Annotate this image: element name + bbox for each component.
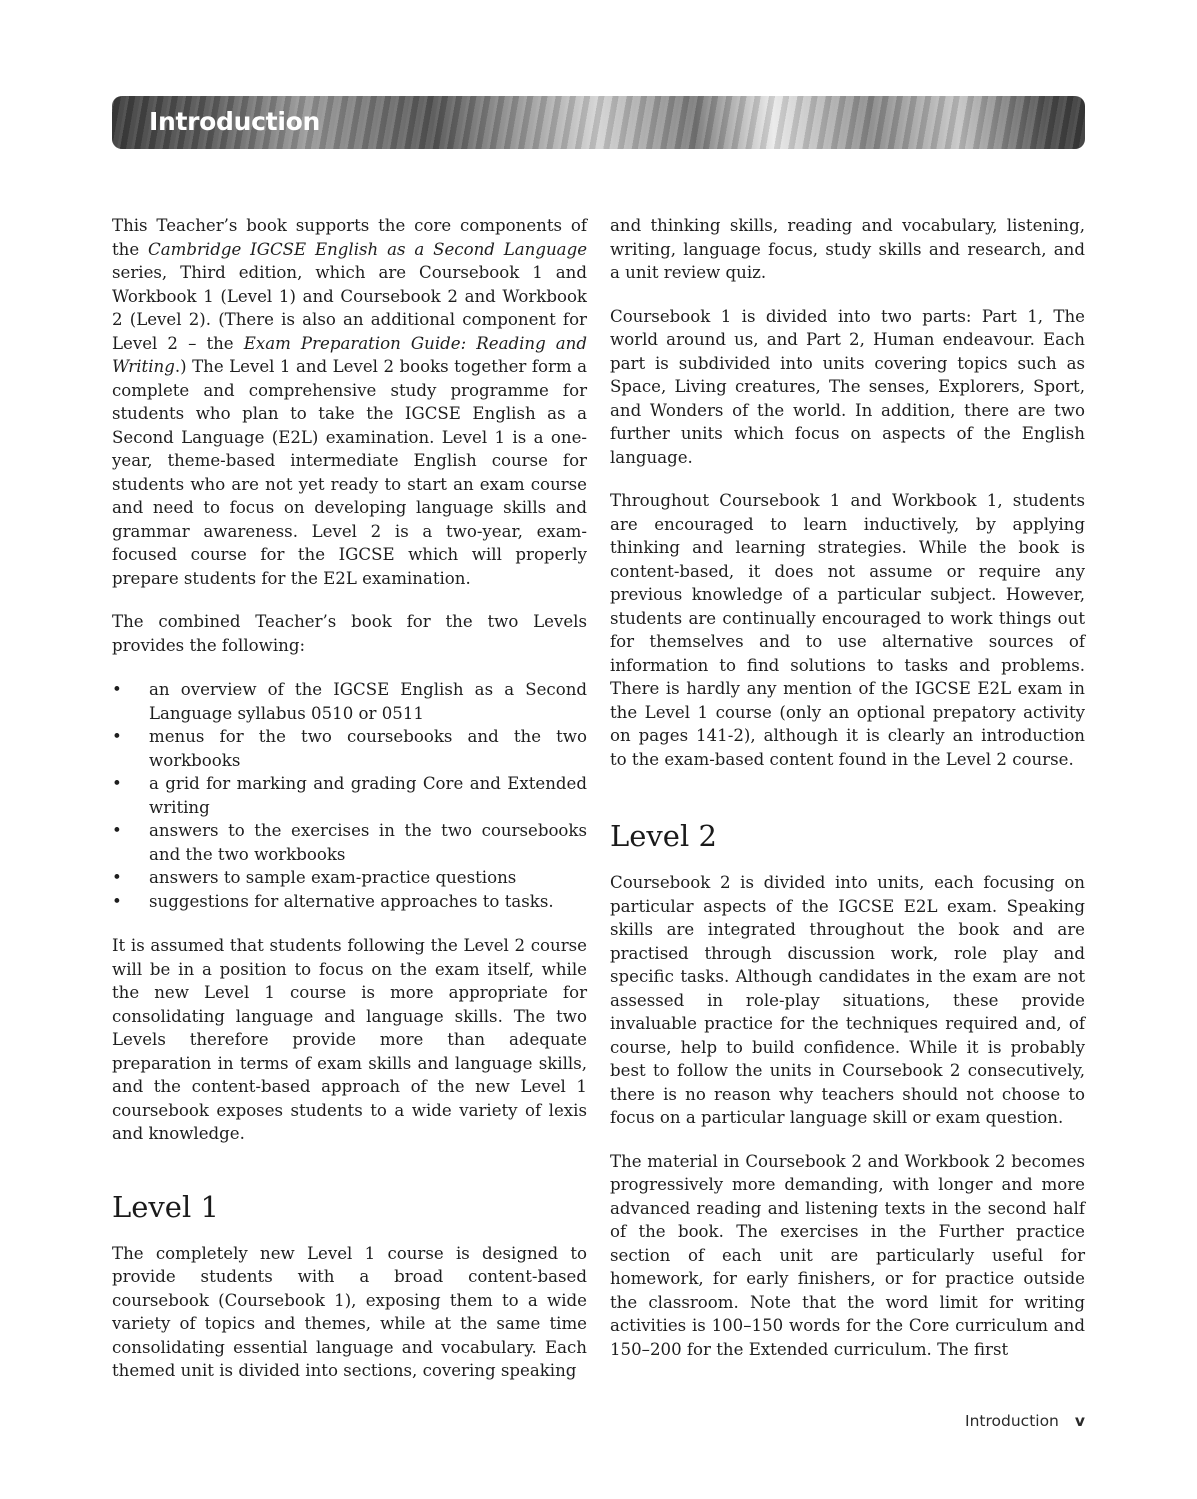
provides-list bbox=[112, 678, 587, 913]
series-title: Cambridge IGCSE English as a Second Language bbox=[148, 239, 588, 259]
section-title: Introduction bbox=[149, 107, 320, 136]
inductive-paragraph: Throughout Coursebook 1 and Workbook 1, students are encouraged to learn inductively, by applying thinking and learning strategies. While the book is content-based, it does not assume or require any previous knowledge of a particular subject. However, students are continually encouraged to work things out for themselves and to use alternative sources of information to find solutions to tasks and problems. There is hardly any mention of the IGCSE E2L exam in the Level 1 course (only an optional prepatory activity on pages 141-2), although it is clearly an introduction to the exam-based content found in the Level 2 course. bbox=[610, 491, 1085, 769]
list-item: • suggestions for alternative approaches to tasks. bbox=[112, 890, 587, 914]
provides-paragraph: The combined Teacher’s book for the two Levels provides the following: bbox=[112, 612, 587, 655]
level1-heading: Level 1 bbox=[112, 1189, 219, 1224]
assumption-paragraph: It is assumed that students following the Level 2 course will be in a position to focus on the exam itself, while the new Level 1 course is more appropriate for consolidating language and language skills. The two Levels therefore provide more than adequate preparation in terms of exam skills and language skills, and the content-based approach of the new Level 1 coursebook exposes students to a wide variety of lexis and knowledge. bbox=[112, 936, 587, 1143]
guide-title: Exam Preparation Guide: Reading and Writing bbox=[112, 333, 587, 376]
page-footer bbox=[965, 1409, 1085, 1433]
list-item: • answers to the exercises in the two coursebooks and the two workbooks bbox=[112, 819, 587, 866]
level2-heading: Level 2 bbox=[610, 819, 717, 853]
coursebook2-paragraph: Coursebook 2 is divided into units, each focusing on particular aspects of the IGCSE E2L exam. Speaking skills are integrated throughout the book and are practised through discussion work, role play and specific tasks. Although candidates in the exam are not assessed in role-play situations, these provide invaluable practice for the techniques required and, of course, help to build confidence. While it is probably best to follow the units in Coursebook 2 consecutively, there is no reason why teachers should not choose to focus on a particular language skill or exam question. bbox=[610, 873, 1085, 1127]
skills-paragraph: and thinking skills, reading and vocabulary, listening, writing, language focus, study skills and research, and a unit review quiz. bbox=[610, 216, 1085, 282]
list-item: • a grid for marking and grading Core and Extended writing bbox=[112, 772, 587, 819]
page-number: v bbox=[1074, 1412, 1085, 1430]
left-column bbox=[112, 214, 587, 1403]
list-item: • menus for the two coursebooks and the two workbooks bbox=[112, 725, 587, 772]
list-item: • an overview of the IGCSE English as a Second Language syllabus 0510 or 0511 bbox=[112, 678, 587, 725]
intro-paragraph bbox=[112, 214, 587, 590]
coursebook1-paragraph: Coursebook 1 is divided into two parts: Part 1, The world around us, and Part 2, Human endeavour. Each part is subdivided into units covering topics such as Space, Living creatures, The senses, Explorers, Sport, and Wonders of the world. In addition, there are two further units which focus on aspects of the English language. bbox=[610, 306, 1085, 467]
material-paragraph: The material in Coursebook 2 and Workbook 2 becomes progressively more demanding, with longer and more advanced reading and listening texts in the second half of the book. The exercises in the Further practice section of each unit are particularly useful for homework, for early finishers, or for practice outside the classroom. Note that the word limit for writing activities is 100–150 words for the Core curriculum and 150–200 for the Extended curriculum. The first bbox=[610, 1151, 1085, 1359]
level1-paragraph: The completely new Level 1 course is designed to provide students with a broad content-based coursebook (Coursebook 1), exposing them to a wide variety of topics and themes, while at the same time consolidating essential language and vocabulary. Each themed unit is divided into sections, covering speaking bbox=[112, 1243, 587, 1380]
intro-text-c: .) The Level 1 and Level 2 books together form a complete and comprehensive study programme for students who plan to take the IGCSE English as a Second Language (E2L) examination. Level 1 is a one-year, theme-based intermediate English course for students who are not yet ready to start an exam course and need to focus on developing language skills and grammar awareness. Level 2 is a two-year, exam-focused course for the IGCSE which will properly prepare students for the E2L examination. bbox=[112, 357, 587, 588]
intro-text-b: series, Third edition, which are Coursebook 1 and Workbook 1 (Level 1) and Coursebook 2 and Workbook 2 (Level 2). (There is also an additional component for Level 2 – the bbox=[112, 263, 587, 353]
footer-section-label: Introduction bbox=[965, 1412, 1059, 1430]
list-item: • answers to sample exam-practice questions bbox=[112, 866, 587, 890]
intro-text-a: This Teacher’s book supports the core components of the bbox=[112, 216, 587, 259]
right-column bbox=[610, 214, 1085, 1381]
section-banner bbox=[112, 96, 1085, 149]
